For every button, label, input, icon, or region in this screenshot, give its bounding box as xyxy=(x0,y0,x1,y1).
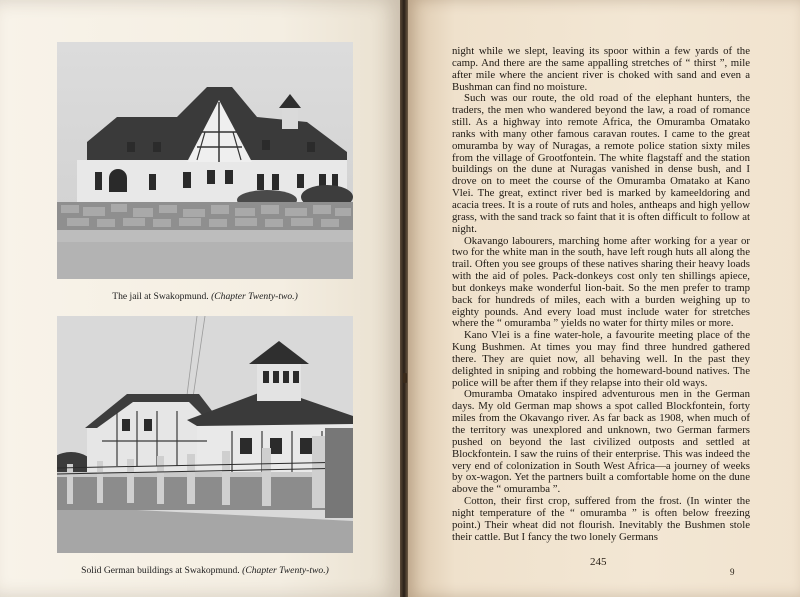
jail-photo-caption xyxy=(40,291,370,302)
buildings-caption-ref: (Chapter Twenty-two.) xyxy=(242,565,329,576)
jail-caption-ref: (Chapter Twenty-two.) xyxy=(211,291,298,302)
buildings-caption-text: Solid German buildings at Swakopmund. xyxy=(81,565,240,576)
paragraph: Such was our route, the old road of the elephant hunters, the traders, the men who wandered beyond the law, a road of romance still. As a highway into remote Africa, the Omuramba Omatako ranks with many other famous caravan routes. I came to the great omuramba by way of Nuragas, a remote police station sixty miles from the village of Grootfontein. The white flagstaff and the station buildings on the dune at Nuragas vanished in dense bush, and I drove on to meet the course of the Omuramba Omatako at Kano Vlei. The great, extinct river bed is marked by kameeldoring and acacia trees. It is a route of ruts and holes, antheaps and high yellow grass, with the sand track so faint that it is often difficult to follow at night. xyxy=(452,92,750,235)
paragraph: Okavango labourers, marching home after working for a year or two for the white man in the south, have left rough huts all along the trail. Often you see groups of these natives sharing their heavy loads with the aid of poles. Pack-donkeys cost only ten shillings apiece, but donkeys make wonderful lion-bait. So the men prefer to tramp back for hundreds of miles, each with a burden weighing up to eighty pounds. And every load must include water for stretches where the “ omuramba ” yields no water for thirty miles or more. xyxy=(452,234,750,330)
book-gutter xyxy=(400,0,408,597)
paragraph: Kano Vlei is a fine water-hole, a favourite meeting place of the Kung Bushmen. At times you may find three hundred gathered there. They are quiet now, all behaving well. In the past they delighted in sniping and robbing the homeward-bound natives. The police will be after them if they relapse into their old ways. xyxy=(452,329,750,389)
paragraph: Cotton, their first crop, suffered from the frost. (In winter the night temperature of the “ omuramba ” is often below freezing point.) Their wheat did not flourish. Inevitably the Bushmen stole their cattle. But I fancy the two lonely Germans xyxy=(452,495,750,543)
book-body-text xyxy=(452,46,750,543)
paragraph: night while we slept, leaving its spoor within a few yards of the camp. And there are the same appalling stretches of “ thirst ”, mile after mile where the ancient river is choked with sand and even a Bushman can find no moisture. xyxy=(452,45,750,93)
jail-photo xyxy=(57,42,353,279)
german-buildings-photo xyxy=(57,316,353,553)
jail-caption-text: The jail at Swakopmund. xyxy=(112,291,209,302)
paragraph: Omuramba Omatako inspired adventurous men in the German days. My old German map shows a spot called Blockfontein, forty miles from the Okavango river. As far back as 1908, when much of the territory was unexplored and unknown, two German farmers pushed on beyond the last civilized outposts and settled at Blockfontein. I saw the ruins of their enterprise. This was indeed the very end of colonization in South West Africa—a journey of weeks by ox-wagon. Yet the partners built a comfortable home on the dune above the “ omuramba ”. xyxy=(452,388,750,496)
signature-mark: 9 xyxy=(730,567,735,577)
page-tab-mark xyxy=(403,373,407,383)
page-number: 245 xyxy=(590,556,607,568)
german-buildings-photo-caption xyxy=(40,565,370,576)
